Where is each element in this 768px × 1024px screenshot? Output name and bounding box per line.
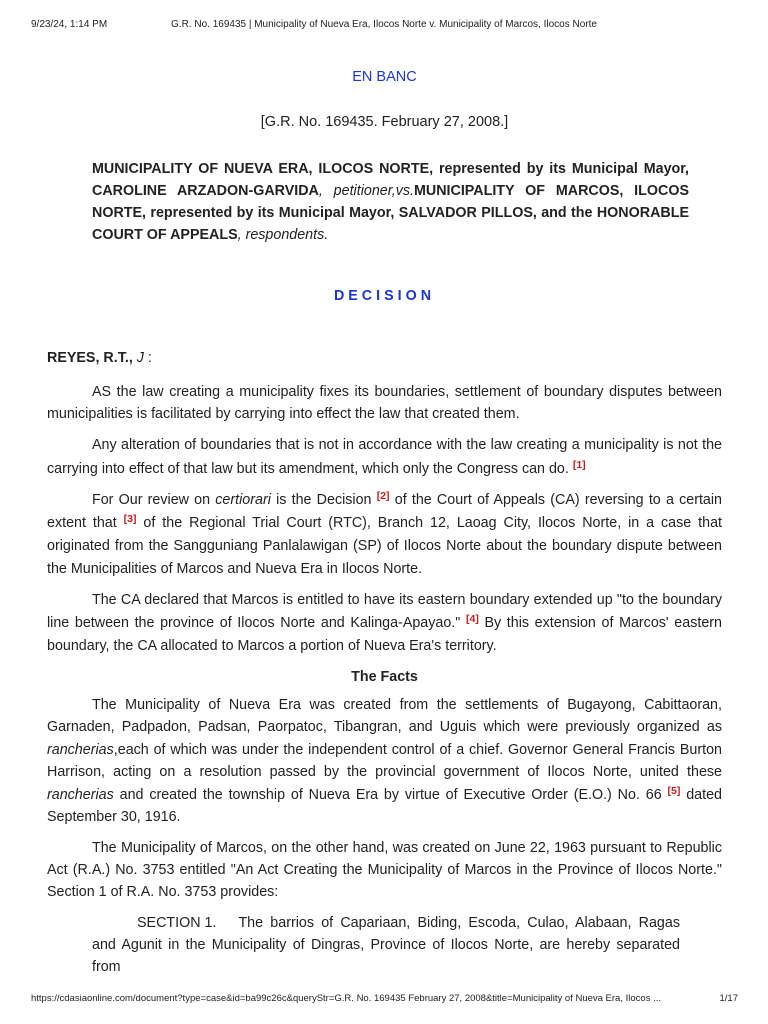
ponente-colon: :: [143, 350, 152, 366]
ponente: [47, 347, 722, 369]
versus: vs.: [395, 183, 414, 199]
footnote-link-5[interactable]: [5]: [667, 784, 681, 797]
paragraph-4: [47, 589, 722, 658]
paragraph-3-certiorari: certiorari: [215, 492, 271, 508]
paragraph-2-text: Any alteration of boundaries that is not in accordance with the law creating a municipality is not the carrying into effect of that law but its amendment, which only the Congress can do.: [47, 437, 722, 477]
paragraph-5-text-f: dated September 30, 1916.: [47, 786, 723, 826]
paragraph-1: AS the law creating a municipality fixes its boundaries, settlement of boundary disputes between municipalities is facilitated by carrying into effect the law that created them.: [47, 384, 722, 422]
decision-heading: DECISION: [333, 288, 436, 304]
ponente-title: J: [132, 350, 144, 366]
quote-text: The barrios of Capariaan, Biding, Escoda, Culao, Alabaan, Ragas and Agunit in the Municipality of Dingras, Province of Ilocos Norte, are hereby separated from: [92, 915, 680, 976]
paragraph-3-text-d: of the Court of Appeals (CA) reversing to a certain extent that: [47, 492, 723, 531]
respondent-label: , respondents.: [237, 227, 329, 243]
case-parties: [92, 158, 689, 246]
respondent-name: MUNICIPALITY OF MARCOS, ILOCOS NORTE, represented by its Municipal Mayor, SALVADOR PILLOS, and the HONORABLE COURT OF APPEALS: [92, 183, 689, 243]
print-url: https://cdasiaonline.com/document?type=case&id=ba99c26c&queryStr=G.R. No. 169435 February 27, 2008&title=Municipality of Nueva Era, Ilocos ...: [31, 993, 661, 1004]
footnote-link-1[interactable]: [1]: [572, 459, 586, 471]
en-banc-heading: EN BANC: [352, 69, 417, 85]
print-page-number: 1/17: [719, 993, 738, 1004]
paragraph-5-rancherias-1: rancherias: [47, 741, 114, 758]
footnote-link-2[interactable]: [2]: [376, 490, 390, 502]
ponente-name: REYES, R.T.,: [47, 350, 133, 366]
print-document-title: G.R. No. 169435 | Municipality of Nueva Era, Ilocos Norte v. Municipality of Marcos, Ilocos Norte: [171, 19, 597, 30]
paragraph-4-text-a: The CA declared that Marcos is entitled to have its eastern boundary extended up "to the boundary line between the province of Ilocos Norte and Kalinga-Apayao.": [47, 592, 722, 631]
paragraph-4-text-b: By this extension of Marcos' eastern boundary, the CA allocated to Marcos a portion of Nueva Era's territory.: [47, 615, 722, 654]
paragraph-3-text-c: is the Decision: [270, 492, 377, 508]
paragraph-2: [47, 433, 722, 481]
paragraph-3-text-a: For Our review on: [92, 492, 216, 508]
paragraph-5-rancherias-2: rancherias: [47, 786, 114, 803]
print-header: [0, 19, 768, 33]
paragraph-3: [47, 489, 722, 581]
petitioner-name: MUNICIPALITY OF NUEVA ERA, ILOCOS NORTE, represented by its Municipal Mayor, CAROLINE ARZADON-GARVIDA: [92, 161, 689, 199]
paragraph-5-text-a: The Municipality of Nueva Era was created from the settlements of Bugayong, Cabittaoran, Garnaden, Padpadon, Padsan, Paorpatoc, Tibangran, and Uguis which were previously organized as: [47, 697, 722, 736]
document-body: [47, 66, 722, 978]
paragraph-3-text-e: of the Regional Trial Court (RTC), Branch 12, Laoag City, Ilocos Norte, in a case that originated from the Sangguniang Panlalawigan (SP) of Ilocos Norte about the boundary dispute between the Municipalities of Marcos and Nueva Era in Ilocos Norte.: [47, 515, 722, 577]
paragraph-5-text-e: and created the township of Nueva Era by virtue of Executive Order (E.O.) No. 66: [113, 786, 668, 803]
print-datetime: 9/23/24, 1:14 PM: [31, 19, 108, 30]
quoted-statute: [92, 912, 680, 978]
paragraph-5: [47, 694, 722, 828]
footnote-link-4[interactable]: [4]: [466, 613, 479, 625]
paragraph-6: The Municipality of Marcos, on the other hand, was created on June 22, 1963 pursuant to Republic Act (R.A.) No. 3753 entitled "An Act Creating the Municipality of Marcos in the Province of Ilocos Norte." Section 1 of R.A. No. 3753 provides:: [47, 840, 722, 901]
petitioner-label: , petitioner,: [318, 183, 396, 199]
paragraph-5-text-c: ,each of which was under the independent control of a chief. Governor General Francis Burton Harrison, acting on a resolution passed by the provincial government of Ilocos Norte, united these: [47, 741, 722, 781]
quote-section-label: SECTION 1.: [137, 915, 217, 932]
facts-heading: The Facts: [351, 669, 418, 685]
case-number: [G.R. No. 169435. February 27, 2008.]: [260, 114, 509, 130]
footnote-link-3[interactable]: [3]: [123, 513, 137, 525]
